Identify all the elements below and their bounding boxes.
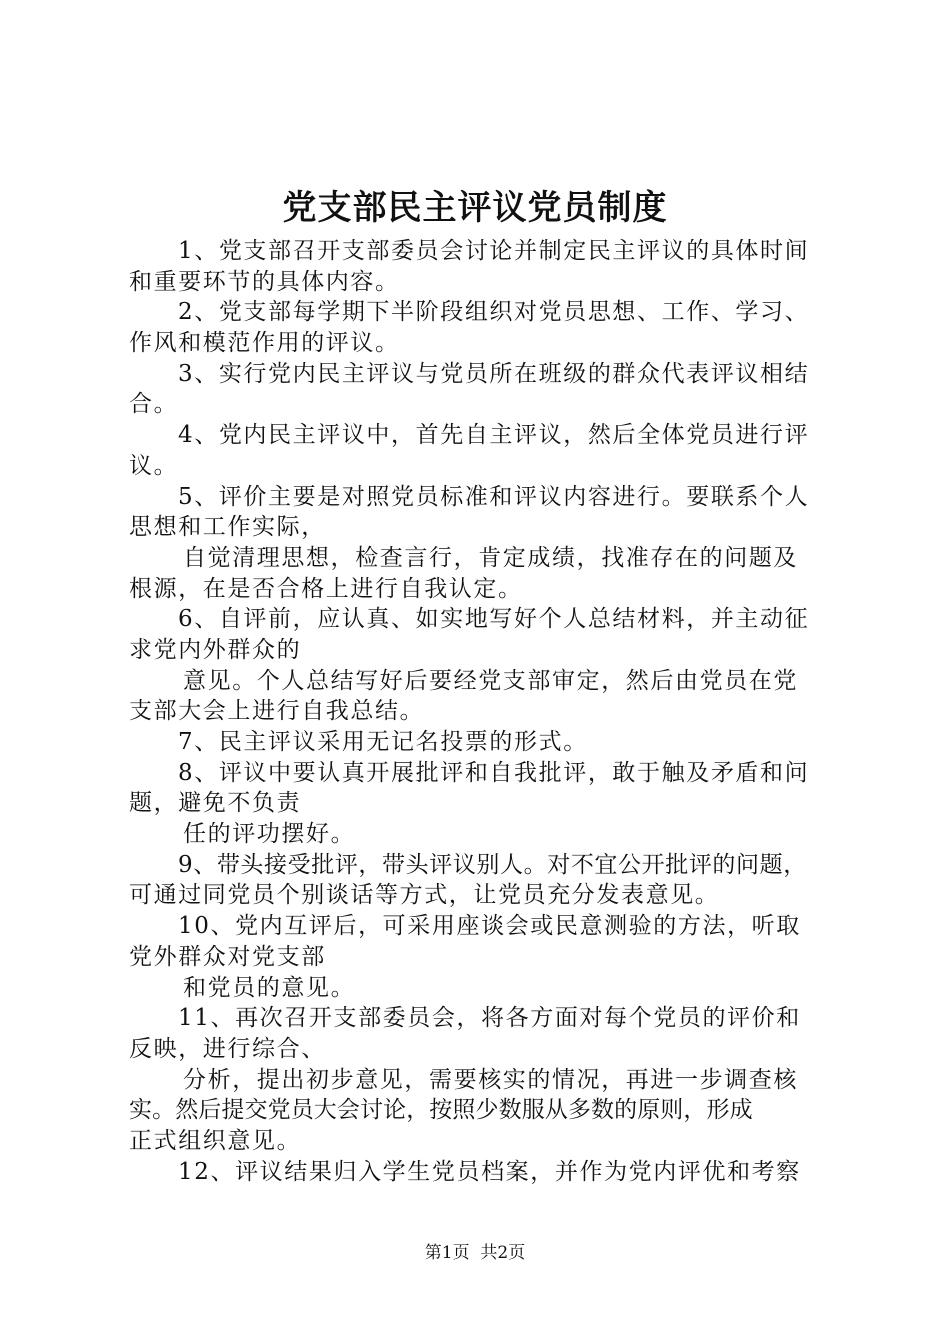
paragraph-line: 自觉清理思想，检查言行，肯定成绩，找准存在的问题及: [183, 544, 798, 571]
paragraph-line: 合。: [129, 391, 179, 418]
paragraph-line: 11、再次召开支部委员会，将各方面对每个党员的评价和: [178, 1005, 801, 1032]
paragraph-line: 根源，在是否合格上进行自我认定。: [129, 575, 523, 602]
paragraph-line: 10、党内互评后，可采用座谈会或民意测验的方法，听取: [178, 913, 801, 940]
paragraph-line: 5、评价主要是对照党员标准和评议内容进行。要联系个人: [178, 483, 810, 510]
paragraph-line: 议。: [129, 452, 179, 479]
paragraph-line: 反映，进行综合、: [129, 1035, 326, 1062]
paragraph-line: 实。然后提交党员大会讨论，按照少数服从多数的原则，形成: [129, 1097, 753, 1124]
paragraph-line: 7、民主评议采用无记名投票的形式。: [178, 729, 588, 755]
paragraph-line: 9、带头接受批评，带头评议别人。对不宜公开批评的问题，: [178, 851, 807, 878]
document-body: [129, 236, 849, 1187]
document-title: 党支部民主评议党员制度: [282, 188, 668, 228]
paragraph-line: 作风和模范作用的评议。: [129, 330, 400, 357]
page-footer: [0, 1241, 950, 1265]
paragraph-line: 支部大会上进行自我总结。: [129, 698, 425, 725]
paragraph-line: 和重要环节的具体内容。: [129, 268, 400, 295]
paragraph-line: 12、评议结果归入学生党员档案，并作为党内评优和考察: [178, 1158, 801, 1185]
paragraph-line: 意见。个人总结写好后要经党支部审定，然后由党员在党: [183, 667, 798, 694]
paragraph-line: 8、评议中要认真开展批评和自我批评，敢于触及矛盾和问: [178, 759, 810, 786]
paragraph-line: 和党员的意见。: [183, 974, 356, 1001]
page-number: 第1页 共2页: [424, 1243, 526, 1263]
paragraph-line: 2、党支部每学期下半阶段组织对党员思想、工作、学习、: [178, 299, 810, 326]
paragraph-line: 思想和工作实际，: [129, 514, 326, 541]
paragraph-line: 6、自评前，应认真、如实地写好个人总结材料，并主动征: [178, 606, 810, 633]
paragraph-line: 4、党内民主评议中，首先自主评议，然后全体党员进行评: [178, 422, 810, 449]
paragraph-line: 可通过同党员个别谈话等方式，让党员充分发表意见。: [129, 882, 720, 909]
paragraph-line: 党外群众对党支部: [129, 943, 326, 970]
paragraph-line: 3、实行党内民主评议与党员所在班级的群众代表评议相结: [178, 360, 810, 387]
paragraph-line: 任的评功摆好。: [183, 821, 356, 848]
paragraph-line: 题，避免不负责: [129, 790, 302, 817]
paragraph-line: 1、党支部召开支部委员会讨论并制定民主评议的具体时间: [178, 238, 810, 264]
paragraph-line: 求党内外群众的: [129, 636, 302, 663]
paragraph-line: 分析，提出初步意见，需要核实的情况，再进一步调查核: [183, 1066, 798, 1093]
paragraph-line: 正式组织意见。: [129, 1127, 302, 1154]
